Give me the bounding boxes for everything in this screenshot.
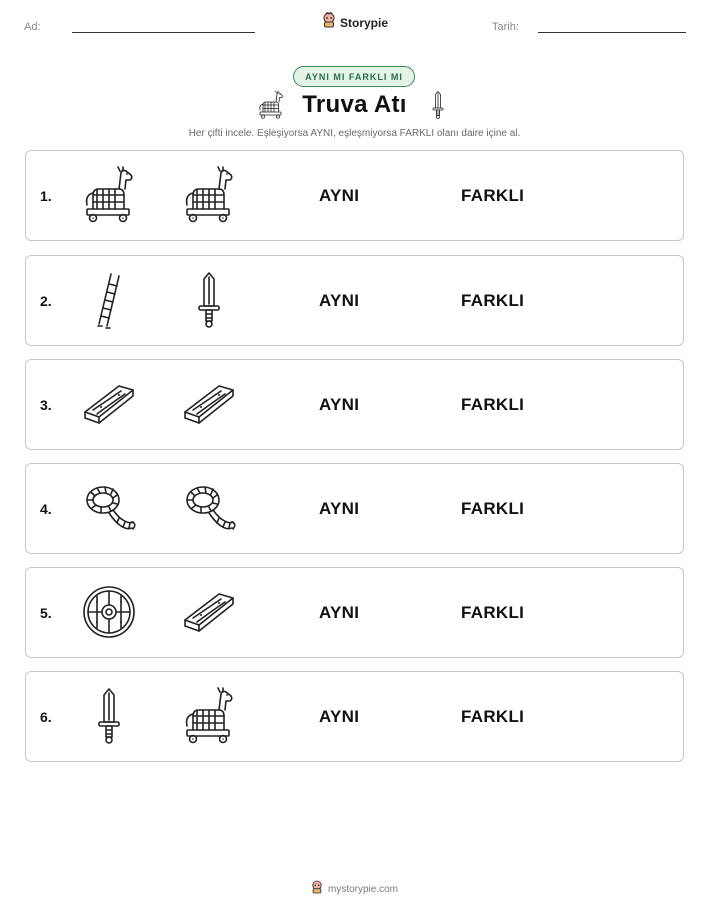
same-option[interactable]: AYNI [319, 603, 360, 622]
brand-logo [322, 12, 388, 33]
question-row [25, 255, 684, 346]
date-label: Tarih: [492, 21, 519, 33]
different-option[interactable]: FARKLI [461, 707, 525, 726]
question-number: 2. [40, 293, 52, 309]
name-line[interactable] [72, 32, 255, 33]
question-row [25, 463, 684, 554]
different-option[interactable]: FARKLI [461, 186, 525, 205]
sword-icon [423, 90, 453, 120]
name-label: Ad: [24, 21, 41, 33]
storypie-mascot-icon [322, 12, 336, 33]
rope-icon [179, 478, 239, 538]
trojan-horse-icon [179, 686, 239, 746]
wood-plank-icon [79, 374, 139, 434]
footer-site: mystorypie.com [327, 884, 398, 895]
same-option[interactable]: AYNI [319, 291, 360, 310]
trojan-horse-icon [256, 90, 286, 120]
instructions: Her çifti incele. Eşleşiyorsa AYNI, eşleşmiyorsa FARKLI olanı daire içine al. [188, 128, 521, 139]
different-option[interactable]: FARKLI [461, 603, 525, 622]
footer [0, 880, 709, 899]
shield-icon [79, 582, 139, 642]
brand-name: Storypie [340, 15, 389, 30]
question-row [25, 150, 684, 241]
date-line[interactable] [538, 32, 686, 33]
question-number: 5. [40, 605, 52, 621]
question-number: 1. [40, 188, 52, 204]
trojan-horse-icon [179, 165, 239, 225]
sword-icon [79, 686, 139, 746]
same-option[interactable]: AYNI [319, 707, 360, 726]
page-title: Truva Atı [302, 91, 407, 118]
wood-plank-icon [179, 374, 239, 434]
same-option[interactable]: AYNI [319, 395, 360, 414]
same-option[interactable]: AYNI [319, 499, 360, 518]
question-number: 4. [40, 501, 52, 517]
question-number: 3. [40, 397, 52, 413]
question-row [25, 671, 684, 762]
different-option[interactable]: FARKLI [461, 395, 525, 414]
rope-icon [79, 478, 139, 538]
sword-icon [179, 270, 239, 330]
question-row [25, 567, 684, 658]
same-option[interactable]: AYNI [319, 186, 360, 205]
different-option[interactable]: FARKLI [461, 499, 525, 518]
different-option[interactable]: FARKLI [461, 291, 525, 310]
worksheet-type-badge: AYNI MI FARKLI MI [293, 66, 415, 87]
question-row [25, 359, 684, 450]
title-row [0, 90, 709, 120]
storypie-mascot-icon [311, 880, 323, 899]
wood-plank-icon [179, 582, 239, 642]
trojan-horse-icon [79, 165, 139, 225]
question-number: 6. [40, 709, 52, 725]
ladder-icon [79, 270, 139, 330]
